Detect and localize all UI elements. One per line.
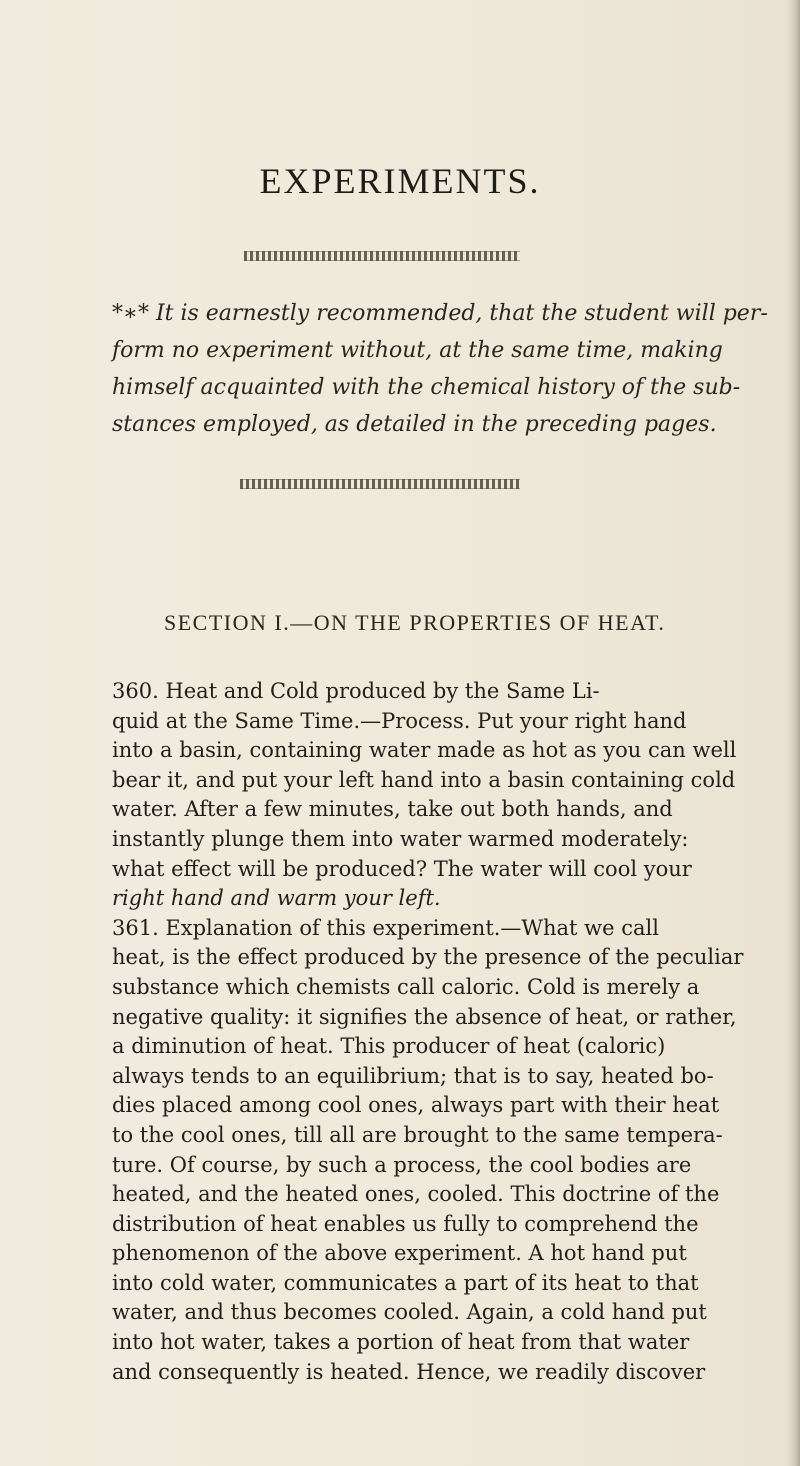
text-line: always tends to an equilibrium; that is to say, heated bo- xyxy=(112,1063,714,1088)
text-line: dies placed among cool ones, always part with their heat xyxy=(112,1093,720,1118)
prefatory-note xyxy=(112,295,792,443)
ornamental-rule-top xyxy=(244,251,520,261)
text-line: substance which chemists call caloric. Cold is merely a xyxy=(112,974,700,999)
text-line: 361. Explanation of this experiment.—What we call xyxy=(112,915,659,940)
text-line: right hand and warm your left. xyxy=(112,886,441,911)
paragraph-361 xyxy=(112,914,792,1388)
body-text xyxy=(112,677,792,1387)
text-line: distribution of heat enables us fully to comprehend the xyxy=(112,1211,699,1236)
ornamental-rule-bottom xyxy=(240,479,520,489)
text-line: to the cool ones, till all are brought to the same tempera- xyxy=(112,1122,723,1147)
section-title: SECTION I.—ON THE PROPERTIES OF HEAT. xyxy=(164,610,666,635)
text-line: into hot water, takes a portion of heat from that water xyxy=(112,1330,690,1355)
note-line: form no experiment without, at the same time, making xyxy=(112,338,723,363)
text-line: water. After a few minutes, take out both hands, and xyxy=(112,797,673,822)
text-line: ture. Of course, by such a process, the cool bodies are xyxy=(112,1152,692,1177)
note-line: *∗* It is earnestly recommended, that the student will per- xyxy=(112,301,768,326)
text-line: into cold water, communicates a part of its heat to that xyxy=(112,1270,699,1295)
text-line: a diminution of heat. This producer of heat (caloric) xyxy=(112,1034,666,1059)
text-line: what effect will be produced? The water will cool your xyxy=(112,856,692,881)
running-head: EXPERIMENTS. xyxy=(259,161,541,201)
note-line: stances employed, as detailed in the preceding pages. xyxy=(112,412,717,437)
text-line: phenomenon of the above experiment. A hot hand put xyxy=(112,1241,687,1266)
text-line: into a basin, containing water made as hot as you can well xyxy=(112,738,737,763)
text-line: negative quality: it signifies the absence of heat, or rather, xyxy=(112,1004,737,1029)
text-line: instantly plunge them into water warmed moderately: xyxy=(112,826,689,851)
text-line: heated, and the heated ones, cooled. This doctrine of the xyxy=(112,1182,720,1207)
text-line: and consequently is heated. Hence, we readily discover xyxy=(112,1359,706,1384)
text-line: 360. Heat and Cold produced by the Same Li- xyxy=(112,679,600,703)
text-line: quid at the Same Time.—Process. Put your right hand xyxy=(112,708,687,733)
text-line: heat, is the effect produced by the presence of the peculiar xyxy=(112,945,744,970)
paragraph-360 xyxy=(112,677,792,914)
note-line: himself acquainted with the chemical history of the sub- xyxy=(112,375,741,400)
text-line: bear it, and put your left hand into a basin containing cold xyxy=(112,767,736,792)
text-line: water, and thus becomes cooled. Again, a cold hand put xyxy=(112,1300,707,1325)
